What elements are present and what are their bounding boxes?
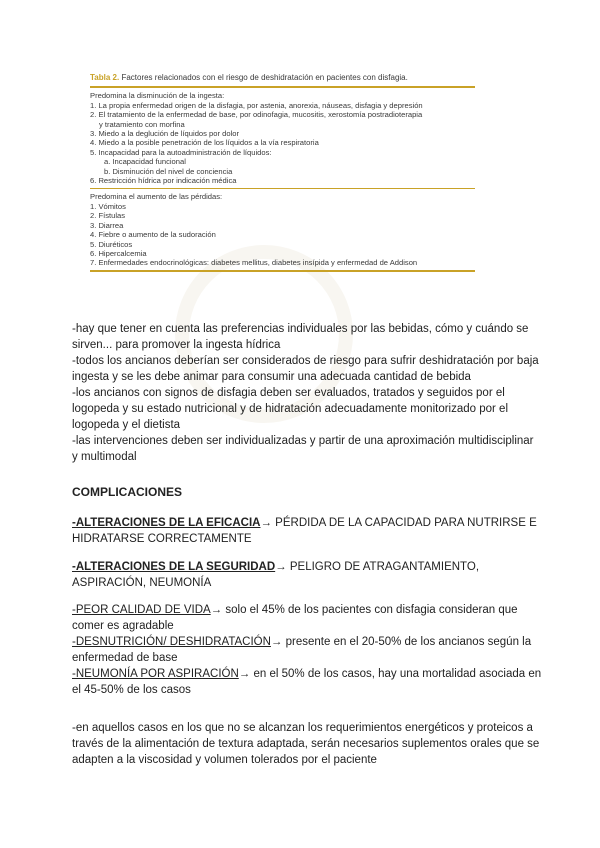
- complication-text: → PÉRDIDA DE LA CAPACIDAD PARA NUTRIRSE E HIDRATARSE CORRECTAMENTE: [72, 517, 537, 545]
- bullet-line: -todos los ancianos deberían ser considerados de riesgo para sufrir deshidratación por baja ingesta y se les debe animar para consumir una adecuada cantidad de bebida: [72, 355, 539, 383]
- complication-label: -ALTERACIONES DE LA SEGURIDAD: [72, 561, 276, 573]
- table-line: 3. Miedo a la deglución de líquidos por dolor: [90, 129, 240, 139]
- table-line: 4. Miedo a la posible penetración de los líquidos a la vía respiratoria: [90, 138, 319, 148]
- complication-neumonia: [72, 666, 542, 698]
- table-line: y tratamiento con morfina: [99, 119, 185, 129]
- complication-desnutricion: [72, 634, 542, 666]
- supplements-paragraph: -en aquellos casos en los que no se alcanzan los requerimientos energéticos y proteicos a través de la alimentación de textura adaptada, serán necesarios suplementos orales que se adapten a la viscosidad y volumen tolerados por el paciente: [72, 722, 540, 766]
- table-line: 1. Vómitos: [90, 201, 126, 211]
- complication-text: → solo el 45% de los pacientes con disfagia consideran que comer es agradable: [72, 604, 518, 632]
- table-line: 6. Restricción hídrica por indicación médica: [90, 176, 237, 186]
- complication-label: -PEOR CALIDAD DE VIDA: [72, 604, 211, 616]
- table-top-rule: [90, 86, 475, 88]
- table-bottom-rule: [90, 270, 475, 272]
- complication-label: -NEUMONÍA POR ASPIRACIÓN: [72, 668, 239, 680]
- table-line: 6. Hipercalcemia: [90, 248, 147, 258]
- table-line: 2. Fístulas: [90, 211, 126, 221]
- complication-eficacia: [72, 515, 542, 547]
- table-line: 3. Diarrea: [90, 220, 124, 230]
- complication-list: [72, 602, 542, 698]
- table-line: 1. La propia enfermedad origen de la disfagia, por astenia, anorexia, náuseas, disfagia y depresión: [90, 100, 423, 110]
- table-line: 7. Enfermedades endocrinológicas: diabetes mellitus, diabetes insípida y enfermedad de Addison: [90, 258, 418, 268]
- table-line: a. Incapacidad funcional: [104, 157, 186, 167]
- bullet-line: -los ancianos con signos de disfagia deben ser evaluados, tratados y seguidos por el logopeda y su estado nutricional y de hidratación adecuadamente monitorizado por el logopeda y el dietista: [72, 387, 509, 431]
- table-title: Factores relacionados con el riesgo de deshidratación en pacientes con disfagia.: [121, 73, 408, 82]
- complication-seguridad: [72, 559, 542, 591]
- table-line: 2. El tratamiento de la enfermedad de base, por odinofagia, mucositis, xerostomía postradioterapia: [90, 110, 423, 120]
- complication-calidad: [72, 602, 542, 634]
- section-heading: COMPLICACIONES: [72, 485, 183, 499]
- table-line: 4. Fiebre o aumento de la sudoración: [90, 230, 216, 240]
- section-header: Predomina el aumento de las pérdidas:: [90, 192, 223, 202]
- complication-text: → presente en el 20-50% de los ancianos según la enfermedad de base: [72, 636, 532, 664]
- table-line: 5. Incapacidad para la autoadministración de líquidos:: [90, 147, 272, 157]
- complication-text: → en el 50% de los casos, hay una mortalidad asociada en el 45-50% de los casos: [72, 668, 542, 696]
- complication-label: -ALTERACIONES DE LA EFICACIA: [72, 517, 261, 529]
- complication-label: -DESNUTRICIÓN/ DESHIDRATACIÓN: [72, 636, 271, 648]
- complication-text: → PELIGRO DE ATRAGANTAMIENTO, ASPIRACIÓN, NEUMONÍA: [72, 561, 480, 589]
- table-caption: [90, 73, 475, 82]
- bullet-line: -las intervenciones deben ser individualizadas y partir de una aproximación multidisciplinar y multimodal: [72, 435, 534, 463]
- section-header: Predomina la disminución de la ingesta:: [90, 91, 225, 101]
- table-line: b. Disminución del nivel de conciencia: [104, 166, 233, 176]
- table-line: 5. Diuréticos: [90, 239, 133, 249]
- table-mid-rule: [90, 188, 475, 189]
- recommendations-paragraph: [72, 321, 542, 465]
- bullet-line: -hay que tener en cuenta las preferencias individuales por las bebidas, cómo y cuándo se sirven... para promover la ingesta hídrica: [72, 323, 529, 351]
- table-label: Tabla 2.: [90, 73, 120, 82]
- dehydration-risk-table: [90, 73, 475, 275]
